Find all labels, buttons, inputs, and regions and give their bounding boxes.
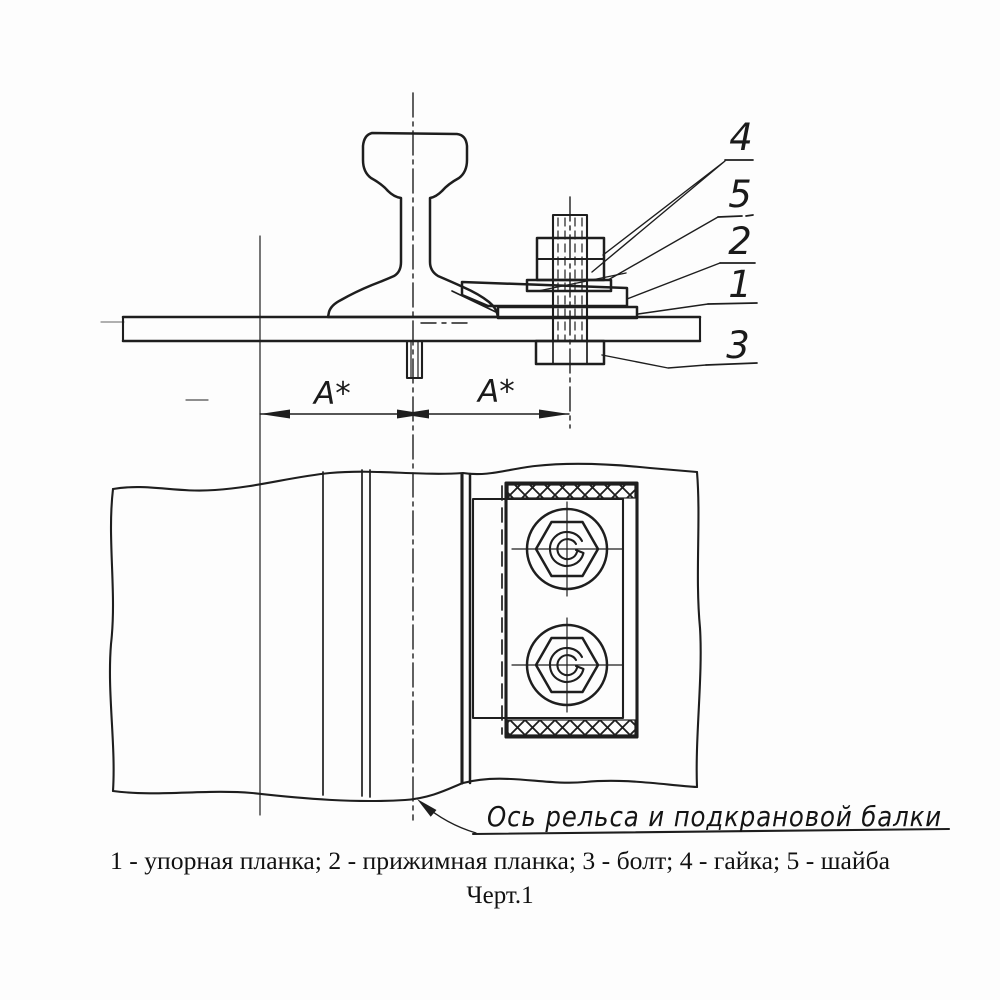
axis-note-text: Ось рельса и подкрановой балки [487,800,942,833]
dim-arrowhead-right [539,410,569,419]
axis-callout [417,799,949,834]
bolt-plan-lower [512,618,623,712]
beam-bottom-edge [113,779,697,801]
rail-foot-edge-line [452,291,498,313]
rail-plan-edges [323,470,470,797]
cross-section-view [101,93,757,820]
caption-parts-list: 1 - упорная планка; 2 - прижимная планка; 3 - болт; 4 - гайка; 5 - шайба [110,848,890,875]
callout-1-label: 1 [728,263,752,306]
axis-arrowhead [417,799,437,817]
callout-3 [602,324,757,368]
bolt-plan-upper [512,502,623,596]
stud [407,341,422,378]
beam-outline [110,464,701,801]
caption-figure-number: Черт.1 [466,882,534,909]
dimension-annotation [260,374,569,419]
callout-4-label: 4 [729,116,753,159]
dimension-left-label: A* [314,376,351,412]
dim-arrowhead-left [260,410,290,419]
weld-hatch-bottom [508,720,635,735]
callout-5-label: 5 [728,173,752,216]
callout-3-label: 3 [726,324,750,367]
beam-right-break-edge [697,472,701,787]
weld-hatch-top [508,485,635,498]
base-plate [123,317,700,341]
callout-2-label: 2 [728,220,752,263]
caption [110,848,890,909]
plan-view [110,464,949,834]
beam-left-break-edge [110,489,114,791]
clamp-plate [462,282,627,306]
dimension-right-label: A* [478,374,515,410]
